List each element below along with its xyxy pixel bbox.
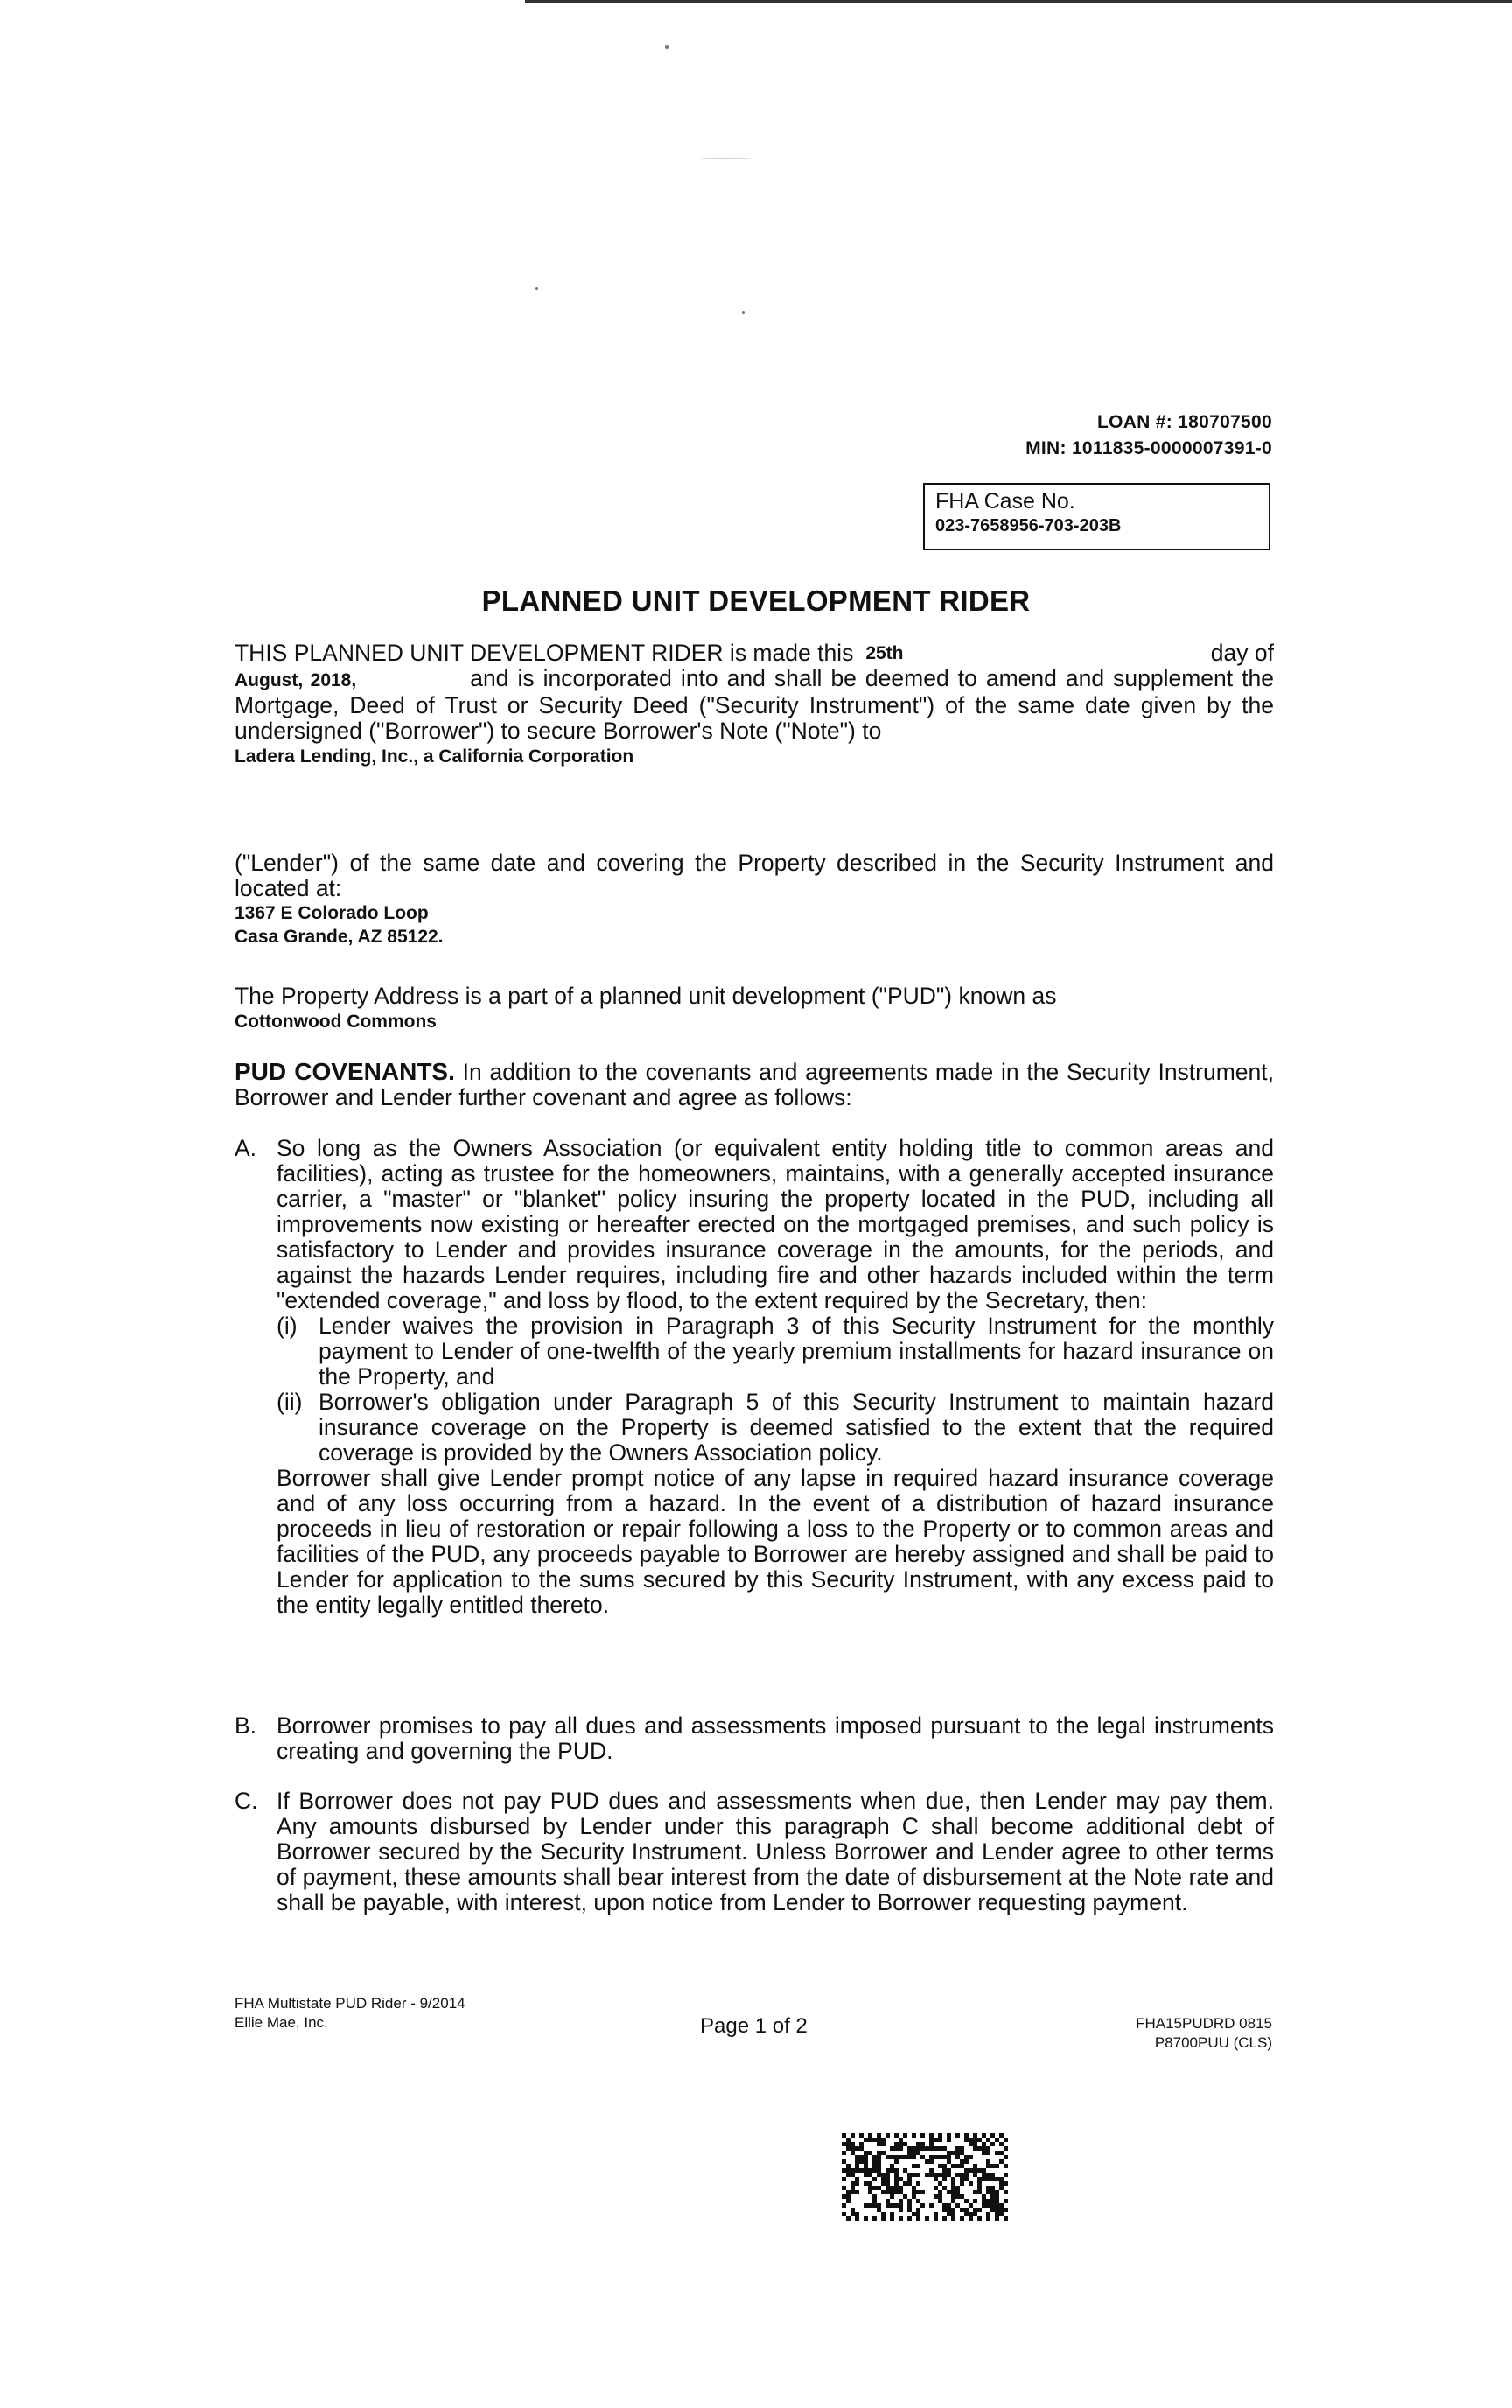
intro-start: THIS PLANNED UNIT DEVELOPMENT RIDER is made this	[234, 640, 854, 666]
lender-name: Ladera Lending, Inc., a California Corporation	[234, 746, 634, 766]
intro-day-of: day of	[1210, 640, 1274, 666]
footer-code-1: FHA15PUDRD 0815	[1136, 2015, 1272, 2032]
min-number: MIN: 1011835-0000007391-0	[1026, 438, 1272, 458]
fha-case-label: FHA Case No.	[935, 489, 1075, 514]
sub-ii-label: (ii)	[276, 1389, 303, 1415]
covenant-b-text: Borrower promises to pay all dues and assessments imposed pursuant to the legal instruments creating and governing the PUD.	[276, 1712, 1274, 1764]
2d-barcode-icon	[842, 2133, 1008, 2221]
covenant-a-sub-i	[276, 1313, 1274, 1390]
footer-company: Ellie Mae, Inc.	[234, 2014, 328, 2031]
intro-day: 25th	[865, 643, 904, 663]
intro-first-line	[234, 640, 1274, 666]
sub-i-text: Lender waives the provision in Paragraph 3 of this Security Instrument for the monthly payment to Lender of one-twelfth of the yearly premium installments for hazard insurance on the Property, and	[318, 1312, 1274, 1390]
covenant-c-text: If Borrower does not pay PUD dues and assessments when due, then Lender may pay them. Any amounts disbursed by Lender under this paragraph C shall become additional debt of Borrower secured by the Security Instrument. Unless Borrower and Lender agree to other terms of payment, these amounts shall bear interest from the date of disbursement at the Note rate and shall be payable, with interest, upon notice from Lender to Borrower requesting payment.	[276, 1788, 1274, 1915]
covenants-text: In addition to the covenants and agreements made in the Security Instrument, Borrower and Lender further covenant and agree as follows:	[234, 1059, 1275, 1110]
intro-body	[234, 666, 1274, 744]
covenant-c	[234, 1788, 1274, 1915]
covenant-a-content	[276, 1136, 1274, 1618]
covenants-paragraph	[234, 1059, 1274, 1110]
pud-paragraph	[234, 984, 1274, 1034]
property-address-line-2: Casa Grande, AZ 85122.	[234, 927, 444, 947]
fha-case-number: 023-7658956-703-203B	[935, 516, 1122, 536]
property-text: ("Lender") of the same date and covering the Property described in the Security Instrument and located at:	[234, 850, 1274, 901]
footer-form-codes	[1136, 2014, 1272, 2053]
covenant-a-sub-ii	[276, 1390, 1274, 1466]
loan-number: LOAN #: 180707500	[1096, 412, 1272, 432]
property-paragraph	[234, 850, 1274, 948]
scan-top-line	[525, 0, 1512, 3]
page-number: Page 1 of 2	[700, 2014, 808, 2038]
sub-i-label: (i)	[276, 1312, 298, 1339]
property-address-line-1: 1367 E Colorado Loop	[234, 903, 429, 923]
footer-code-2: P8700PUU (CLS)	[1154, 2034, 1272, 2051]
covenant-b	[234, 1713, 1274, 1764]
scan-speck	[665, 46, 668, 49]
scan-speck	[700, 158, 752, 159]
document-title: PLANNED UNIT DEVELOPMENT RIDER	[481, 584, 1031, 617]
covenant-a-tail: Borrower shall give Lender prompt notice of any lapse in required hazard insurance coverage and of any loss occurring from a hazard. In the event of a distribution of hazard insurance proceeds in lieu of restoration or repair following a loss to the Property or to common areas and facilities of the PUD, any proceeds payable to Borrower are hereby assigned and shall be paid to Lender for application to the sums secured by this Security Instrument, with any excess paid to the entity legally entitled thereto.	[276, 1465, 1274, 1618]
intro-date: August, 2018,	[234, 670, 357, 690]
sub-ii-text: Borrower's obligation under Paragraph 5 of this Security Instrument to maintain hazard insurance coverage on the Property is deemed satisfied to the extent that the required coverage is provided by the Owners Association policy.	[318, 1389, 1274, 1466]
covenant-a-letter: A.	[234, 1135, 257, 1161]
footer-form-info	[234, 1994, 466, 2033]
covenant-a	[234, 1136, 1274, 1618]
pud-text: The Property Address is a part of a planned unit development ("PUD") known as	[234, 983, 1057, 1009]
covenant-a-text: So long as the Owners Association (or equivalent entity holding title to common areas and facilities), acting as trustee for the homeowners, maintains, with a generally accepted insurance carrier, a "master" or "blanket" policy insuring the property located in the PUD, including all improvements now existing or hereafter erected on the mortgaged premises, and such policy is satisfactory to Lender and provides insurance coverage in the amounts, for the periods, and against the hazards Lender requires, including fire and other hazards included within the term "extended coverage," and loss by flood, to the extent required by the Secretary, then:	[276, 1135, 1274, 1313]
intro-continuation: and is incorporated into and shall be deemed to amend and supplement the Mortgage, Deed of Trust or Security Deed ("Security Instrument") of the same date given by the undersigned ("Borrower") to secure Borrower's Note ("Note") to	[234, 665, 1274, 744]
footer-form-name: FHA Multistate PUD Rider - 9/2014	[234, 1995, 466, 2012]
fha-case-box	[923, 483, 1270, 550]
loan-identifiers	[1026, 410, 1272, 462]
scan-speck	[536, 287, 538, 290]
scan-speck	[742, 312, 745, 314]
pud-name: Cottonwood Commons	[234, 1012, 437, 1032]
covenant-b-letter: B.	[234, 1712, 257, 1739]
intro-paragraph	[234, 640, 1274, 769]
covenant-c-letter: C.	[234, 1788, 258, 1814]
covenants-heading: PUD COVENANTS.	[234, 1058, 455, 1085]
